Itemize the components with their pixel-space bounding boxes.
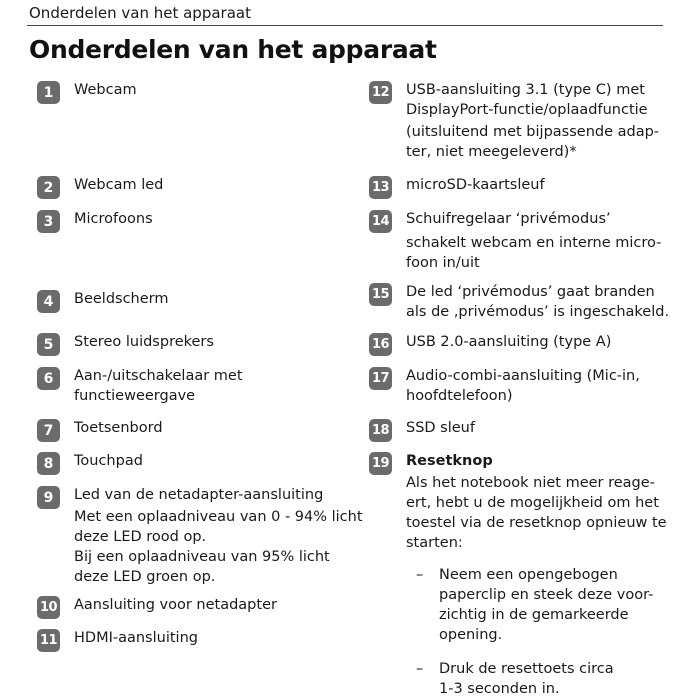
dash-bullet-marker: – <box>416 567 424 583</box>
bullet-text-line: 1-3 seconden in. <box>439 681 560 697</box>
part-description-line: Aansluiting voor netadapter <box>74 597 277 613</box>
part-description-line: Stereo luidsprekers <box>74 334 214 350</box>
bullet-text-line: opening. <box>439 627 503 643</box>
part-number-badge: 2 <box>37 176 60 199</box>
part-description-line: Met een oplaadniveau van 0 - 94% licht <box>74 509 363 525</box>
part-number-badge: 10 <box>37 596 60 619</box>
part-description-line: Touchpad <box>74 453 143 469</box>
part-description-line: Webcam <box>74 82 137 98</box>
part-description-line: deze LED rood op. <box>74 529 207 545</box>
part-number-badge: 16 <box>369 333 392 356</box>
part-description-line: functieweergave <box>74 388 196 404</box>
part-number-badge: 11 <box>37 629 60 652</box>
part-description-line: Schuifregelaar ‘privémodus’ <box>406 211 611 227</box>
bullet-text-line: Neem een opengebogen <box>439 567 618 583</box>
part-description-line: Audio-combi-aansluiting (Mic-in, <box>406 368 640 384</box>
part-description-line: Als het notebook niet meer reage- <box>406 475 655 491</box>
part-number-badge: 19 <box>369 452 392 475</box>
bullet-text-line: paperclip en steek deze voor- <box>439 587 654 603</box>
part-number-badge: 7 <box>37 419 60 442</box>
part-number-badge: 8 <box>37 452 60 475</box>
part-description-line: DisplayPort-functie/oplaadfunctie <box>406 102 648 118</box>
part-description-line: Webcam led <box>74 177 164 193</box>
bullet-text-line: zichtig in de gemarkeerde <box>439 607 629 623</box>
part-number-badge: 14 <box>369 210 392 233</box>
part-number-badge: 13 <box>369 176 392 199</box>
part-number-badge: 18 <box>369 419 392 442</box>
part-description-line: Microfoons <box>74 211 153 227</box>
part-description-line: als de ‚privémodus’ is ingeschakeld. <box>406 304 670 320</box>
part-description-line: De led ‘privémodus’ gaat branden <box>406 284 655 300</box>
section-header: Onderdelen van het apparaat <box>29 4 251 22</box>
part-description-line: HDMI-aansluiting <box>74 630 198 646</box>
part-number-badge: 17 <box>369 367 392 390</box>
part-description-line: Toetsenbord <box>74 420 163 436</box>
part-description-line: schakelt webcam en interne micro- <box>406 235 662 251</box>
part-description-line: microSD-kaartsleuf <box>406 177 545 193</box>
part-number-badge: 4 <box>37 290 60 313</box>
part-number-badge: 5 <box>37 333 60 356</box>
part-description-line: Bij een oplaadniveau van 95% licht <box>74 549 330 565</box>
part-number-badge: 3 <box>37 210 60 233</box>
bullet-text-line: Druk de resettoets circa <box>439 661 614 677</box>
part-heading: Resetknop <box>406 453 493 469</box>
page-title: Onderdelen van het apparaat <box>29 35 437 64</box>
part-description-line: USB 2.0-aansluiting (type A) <box>406 334 612 350</box>
dash-bullet-marker: – <box>416 661 424 677</box>
part-number-badge: 9 <box>37 486 60 509</box>
part-description-line: Aan-/uitschakelaar met <box>74 368 243 384</box>
part-description-line: foon in/uit <box>406 255 480 271</box>
part-description-line: SSD sleuf <box>406 420 475 436</box>
part-description-line: Beeldscherm <box>74 291 169 307</box>
part-number-badge: 6 <box>37 367 60 390</box>
part-description-line: USB-aansluiting 3.1 (type C) met <box>406 82 645 98</box>
header-divider <box>27 25 663 26</box>
part-description-line: hoofdtelefoon) <box>406 388 513 404</box>
part-description-line: ter, niet meegeleverd)* <box>406 144 577 160</box>
part-number-badge: 1 <box>37 81 60 104</box>
part-number-badge: 15 <box>369 283 392 306</box>
part-description-line: deze LED groen op. <box>74 569 216 585</box>
part-description-line: toestel via de resetknop opnieuw te <box>406 515 667 531</box>
part-number-badge: 12 <box>369 81 392 104</box>
part-description-line: ert, hebt u de mogelijkheid om het <box>406 495 659 511</box>
part-description-line: starten: <box>406 535 463 551</box>
part-description-line: Led van de netadapter-aansluiting <box>74 487 324 503</box>
part-description-line: (uitsluitend met bijpassende adap- <box>406 124 660 140</box>
